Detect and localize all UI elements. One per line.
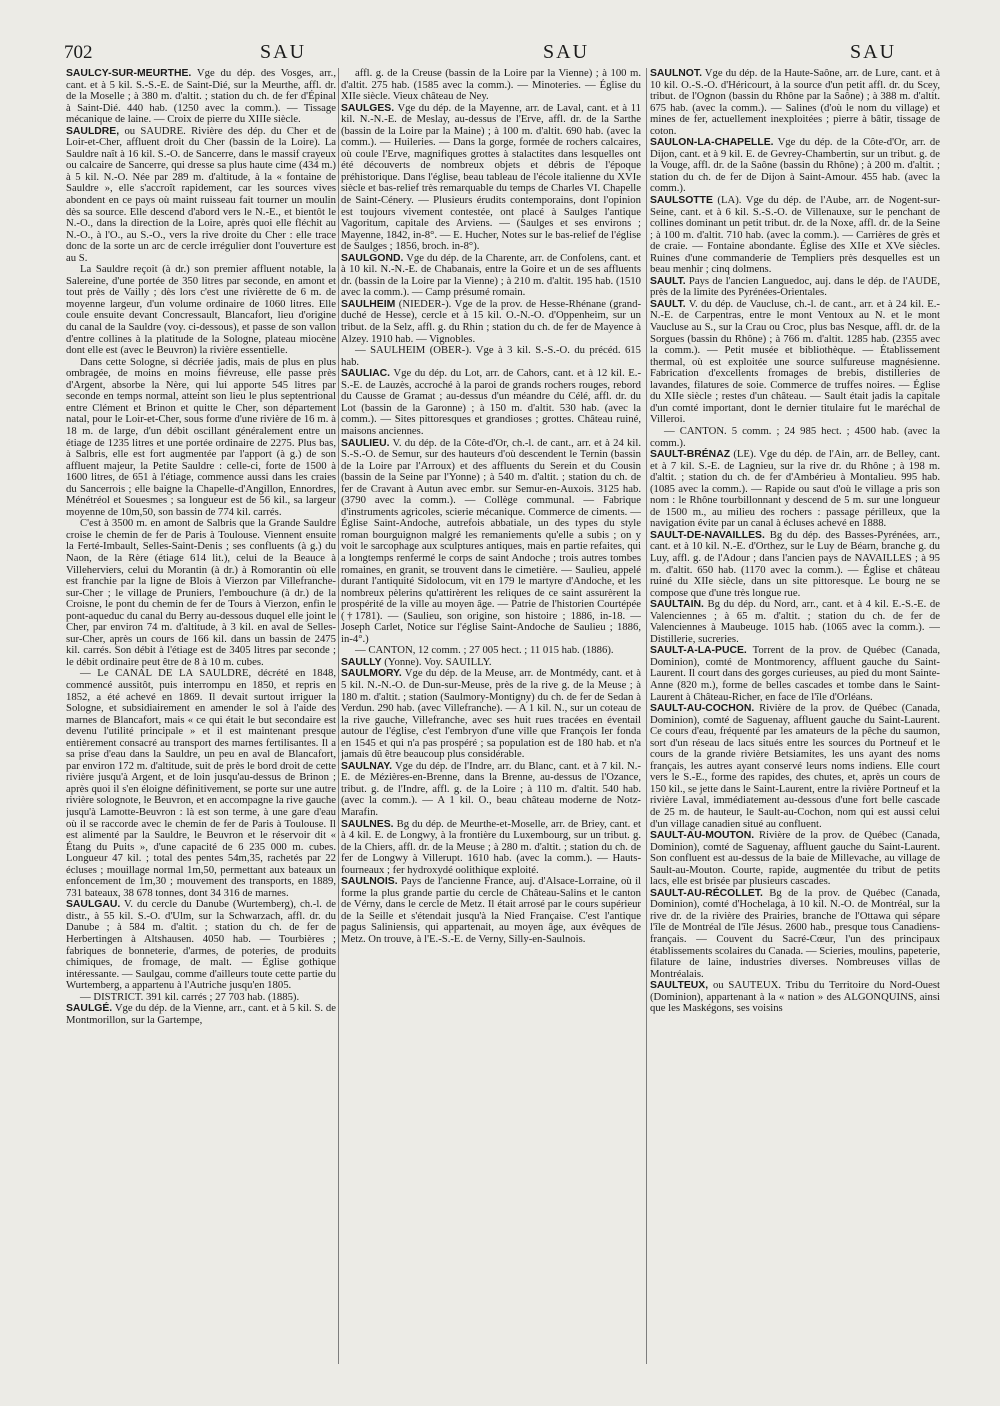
dictionary-entry: [650, 68, 940, 137]
dictionary-entry: [66, 126, 336, 265]
running-head-left: SAU: [260, 41, 307, 63]
entry-text: Bg du dép. des Basses-Pyrénées, arr., cant. et à 10 kil. N.-E. d'Orthez, sur le Luy de Béarn, branche g. du Luy, affl. g. de l'Adour ; dans l'ancien pays de NAVAILLES ; à 95 m. d'altit. 650 hab. (1170 avec la comm.). — Église et château ruiné du XIIe siècle, dans un site pittoresque. Le bourg ne se compose que d'une très longue rue.: [650, 528, 940, 599]
entry-headword: SAULIEU.: [341, 437, 390, 449]
entry-text: Dans cette Sologne, si décriée jadis, mais de plus en plus ombragée, de moins en moins fiévreuse, elle passe près d'Argent, absorbe la Nère, qui lui apporte 545 litres par seconde en temps normal, atteint son lieu le plus septentrional entre Clément et Brinon et quitte le Cher, son département natal, pour le Loir-et-Cher, sous forme d'une rivière de 16 m. à 18 m. de large, d'un débit oscillant généralement entre un étiage de 1235 litres et une portée ordinaire de 2275. Plus bas, à Salbris, elle est fort augmentée par l'apport (à g.) de son affluent majeur, la Petite Sauldre : celle-ci, forte de 1500 à 1600 litres, de 651 à l'étiage, commence aussi dans les craies du Sancerrois ; elle baigne la Chapelle-d'Angillon, Ennordres, Ménétréol et Souesmes ; sa longueur est de 56 kil., sa largeur moyenne de 10m,50, son bassin de 774 kil. carrés.: [66, 355, 336, 518]
entry-headword: SAULT-AU-MOUTON.: [650, 830, 755, 842]
entry-headword: SAULGÉ.: [66, 1003, 113, 1015]
entry-text: — SAULHEIM (OBER-). Vge à 3 kil. S.-S.-O. du précéd. 615 hab.: [341, 344, 641, 368]
entry-headword: SAULIAC.: [341, 368, 391, 380]
dictionary-entry: [341, 438, 641, 646]
entry-headword: SAULNOT.: [650, 68, 702, 79]
dictionary-entry: [650, 449, 940, 530]
dictionary-entry: [66, 668, 336, 899]
column-left: [66, 68, 336, 1368]
entry-text: Vge du dép. de la Charente, arr. de Confolens, cant. et à 10 kil. N.-N.-E. de Chabanais, entre la Goire et un de ses affluents dr. (bassin de la Loire par la Vienne) ; à 210 m. d'altit. 195 hab. (1510 avec la comm.). — Camp présumé romain.: [341, 251, 641, 299]
entry-text: Vge du dép. de la Vienne, arr., cant. et à 5 kil. S. de Montmorillon, sur la Gartempe,: [66, 1002, 336, 1026]
entry-text: — CANTON. 5 comm. ; 24 985 hect. ; 4500 hab. (avec la comm.).: [650, 424, 940, 449]
entry-text: Bg du dép. du Nord, arr., cant. et à 4 kil. E.-S.-E. de Valenciennes ; à 65 m. d'altit. ; station du ch. de fer de Valenciennes à Maubeuge. 1015 hab. (1065 avec la comm.). — Distillerie, sucreries.: [650, 598, 940, 645]
running-head-center: SAU: [543, 41, 590, 63]
dictionary-entry: [650, 426, 940, 449]
entry-text: La Sauldre reçoit (à dr.) son premier affluent notable, la Salereine, d'une portée de 350 litres par seconde, en amont et tout près de Vailly ; dès lors c'est une rivièrette de 6 m. de moyenne largeur, d'un volume ordinaire de 1060 litres. Elle coule ensuite devant Concressault, Blancafort, lieu d'origine du canal de la Sauldre (voy. ci-dessous), et passe de son vallon d'entre collines à la platitude de la Sologne, plateau miocène dont elle est (avec le Beuvron) la rivière essentielle.: [66, 263, 336, 357]
dictionary-entry: [650, 530, 940, 599]
dictionary-entry: [66, 357, 336, 519]
entry-headword: SAULON-LA-CHAPELLE.: [650, 137, 774, 149]
entry-headword: SAULDRE,: [66, 125, 120, 137]
entry-headword: SAULHEIM: [341, 298, 396, 310]
entry-headword: SAULTAIN.: [650, 599, 704, 611]
dictionary-entry: [341, 668, 641, 760]
entry-text: affl. g. de la Creuse (bassin de la Loire par la Vienne) ; à 100 m. d'altit. 275 hab. (1585 avec la comm.). — Minoteries. — Église du XIIe siècle. Vieux château de Ney.: [341, 68, 641, 103]
entry-headword: SAULT-DE-NAVAILLES.: [650, 529, 765, 541]
entry-headword: SAULCY-SUR-MEURTHE.: [66, 68, 192, 79]
entry-text: Rivière de la prov. de Québec (Canada, Dominion), comté de Saguenay, affluent gauche du Saint-Laurent. Ce cours d'eau, fréquenté par les amateurs de la pêche du saumon, sort d'un réseau de lacs situés entre les sources du Portneuf et le cours de la grande rivière Betsiamites, les uns ayant des noms français, les autres ayant conservé leurs noms indiens. Elle court vers le S.-E., forme des rapides, des chutes, et, après un cours de 150 kil., se jette dans le Saint-Laurent, entre la rivière Portneuf et la rivière Laval, immédiatement au-dessous d'une fort belle cascade de 25 m. de hauteur, le Sault-au-Cochon, nom qui est aussi celui d'un village canadien situé au confluent.: [650, 702, 940, 830]
dictionary-entry: [341, 68, 641, 103]
entry-text: Pays de l'ancien Languedoc, auj. dans le dép. de l'AUDE, près de la limite des Pyrénées-Orientales.: [650, 274, 940, 299]
dictionary-entry: [341, 368, 641, 437]
entry-headword: SAULMORY.: [341, 668, 402, 680]
dictionary-entry: [341, 761, 641, 819]
dictionary-entry: [650, 299, 940, 426]
entry-text: Torrent de la prov. de Québec (Canada, Dominion), comté de Montmorency, affluent gauche du Saint-Laurent. Il court dans des gorges curieuses, au pied du mont Sainte-Anne (820 m.), forme de belles cascades et tombe dans le Saint-Laurent à Château-Richer, en face de l'île d'Orléans.: [650, 644, 940, 703]
dictionary-entry: [341, 345, 641, 368]
entry-text: (NIEDER-). Vge de la prov. de Hesse-Rhénane (grand-duché de Hesse), cercle et à 15 kil. O.-N.-O. d'Oppenheim, sur un tribut. de la Selz, affl. g. du Rhin ; station du ch. de fer de Mayence à Alzey. 1910 hab. — Vignobles.: [341, 297, 641, 345]
dictionary-entry: [650, 599, 940, 645]
entry-headword: SAULNES.: [341, 818, 394, 830]
entry-headword: SAULGOND.: [341, 252, 404, 264]
entry-text: Vge du dép. de la Meuse, arr. de Montmédy, cant. et à 5 kil. N.-N.-O. de Dun-sur-Meuse, près de la rive g. de la Meuse ; à 180 m. d'altit. ; station (Saulmory-Montigny) du ch. de fer de Sedan à Verdun. 290 hab. (avec Villefranche). — A 1 kil. N., sur un coteau de la rive gauche, Villefranche, avec ses huit rues tracées en éventail autour de l'église, c'est l'embryon d'une ville que François Ier fonda en 1545 et qui n'a pas prospéré ; sa population est de 180 hab. et n'a jamais dû être beaucoup plus considérable.: [341, 667, 641, 761]
dictionary-entry: [650, 195, 940, 276]
entry-text: Vge du dép. de la Haute-Saône, arr. de Lure, cant. et à 10 kil. O.-S.-O. d'Héricourt, à la source d'un petit affl. dr. du Scey, tribut. de l'Ognon (bassin du Rhône par la Saône) ; à 388 m. d'altit. 675 hab. (avec la comm.). — Salines (d'où le nom du village) et mines de fer, actuellement inexploitées ; pierre à bâtir, tissage de coton.: [650, 68, 940, 137]
entry-headword: SAULSOTTE: [650, 195, 713, 207]
column-rule-1: [338, 68, 339, 1364]
entry-text: Vge du dép. de la Côte-d'Or, arr. de Dijon, cant. et à 9 kil. E. de Gevrey-Chambertin, sur un tribut. g. de la Vouge, affl. dr. de la Saône (bassin du Rhône) ; à 200 m. d'altit. ; station du ch. de fer de Dijon à Saint-Amour. 455 hab. (avec la comm.).: [650, 136, 940, 195]
entry-text: (Yonne). Voy. SAUILLY.: [384, 655, 492, 668]
entry-headword: SAULTEUX,: [650, 980, 709, 992]
entry-text: V. du cercle du Danube (Wurtemberg), ch.-l. de distr., à 55 kil. S.-O. d'Ulm, sur la Schwarzach, affl. dr. du Danube ; à 584 m. d'altit. ; station du ch. de fer de Herbertingen à Altshausen. 4050 hab. — Tourbières ; fabriques de bonneterie, d'armes, de poteries, de produits chimiques, de fromage, de malt. — Église gothique intéressante. — Saulgau, comme d'ailleurs toute cette partie du Wurtemberg, a appartenu à l'Autriche jusqu'en 1805.: [66, 898, 336, 992]
entry-headword: SAULT.: [650, 298, 686, 310]
dictionary-entry: [341, 876, 641, 945]
entry-headword: SAULT-AU-RÉCOLLET.: [650, 887, 763, 899]
entry-headword: SAULGAU.: [66, 899, 121, 911]
dictionary-entry: [66, 518, 336, 668]
entry-text: Bg du dép. de Meurthe-et-Moselle, arr. de Briey, cant. et à 4 kil. E. de Longwy, à la frontière du Luxembourg, sur un tribut. g. de la Chiers, affl. dr. de la Meuse ; à 280 m. d'altit. ; station du ch. de fer de Longwy à Villerupt. 1610 hab. (avec la comm.). — Hauts-fourneaux ; fer hydroxydé oolithique exploité.: [341, 817, 641, 876]
entry-headword: SAULT-AU-COCHON.: [650, 703, 755, 715]
dictionary-entry: [650, 830, 940, 888]
entry-text: ou SAUDRE. Rivière des dép. du Cher et de Loir-et-Cher, affluent droit du Cher (bassin de la Loire). La Sauldre naît à 16 kil. S.-O. de Sancerre, dans le massif crayeux ou calcaire de Sancerre, qui dresse sa plus haute cime (434 m.) à 5 kil. N.-O. Née par 289 m. d'altitude, à la « fontaine de Sauldre », elle s'accroît rapidement, car les sources vives abondent en ce pays où maint ruisseau fait tourner un moulin dès sa source. Elle descend d'abord vers le N.-E., et bientôt le N.-O., dans la direction de la Loire, après quoi elle fléchit au N.-O., à l'O., au S.-O., vers la rive droite du Cher : elle trace donc de la sorte un arc de cercle irrégulier dont l'ouverture est au S.: [66, 124, 336, 264]
dictionary-entry: [650, 276, 940, 299]
dictionary-entry: [341, 253, 641, 299]
entry-text: Bg de la prov. de Québec (Canada, Dominion), comté d'Hochelaga, à 10 kil. N.-O. de Montréal, sur la rive dr. de la rivière des Prairies, branche de l'Ottawa qui sépare l'île de Montréal de l'île Jésus. 2600 hab., presque tous Canadiens-français. — Couvent du Sacré-Cœur, l'un des principaux établissements scolaires du Canada. — Scieries, moulins, papeterie, filature de laine, industries diverses. Nombreuses villas de Montréalais.: [650, 886, 940, 980]
entry-text: — DISTRICT. 391 kil. carrés ; 27 703 hab. (1885).: [80, 990, 300, 1003]
page-header: [60, 34, 940, 64]
entry-headword: SAULT.: [650, 275, 686, 287]
dictionary-entry: [650, 980, 940, 1015]
entry-headword: SAULLY: [341, 656, 382, 668]
entry-text: V. du dép. de Vaucluse, ch.-l. de cant., arr. et à 24 kil. E.-N.-E. de Carpentras, entre le mont Ventoux au N. et le mont Vaucluse au S., sur la Crau ou Croc, plus bas Nesque, affl. dr. de la Sorgues (bassin du Rhône) ; à 766 m. d'altit. 1285 hab. (2355 avec la comm.). — Petit musée et bibliothèque. — Établissement thermal, où est exploitée une source sulfureuse magnésienne. Fabrication d'excellents fromages de brebis, distilleries de lavandes, filatures de soie. Commerce de truffes noires. — Église du XIIe siècle ; restes d'un château. — Sault était jadis la capitale d'un comté important, dont le dernier titulaire fut le maréchal de Villeroi.: [650, 297, 940, 426]
entry-text: (LE). Vge du dép. de l'Ain, arr. de Belley, cant. et à 7 kil. S.-E. de Lagnieu, sur la rive dr. du Rhône ; à 198 m. d'altit. ; station du ch. de fer d'Ambérieu à Montalieu. 995 hab. (1085 avec la comm.). — Rapide ou saut d'où le village a pris son nom : le Rhône tourbillonnant y descend de 5 m. sur une longueur de 1500 m., au milieu des rochers : passage périlleux, que la navigation évite par un canal à écluses achevé en 1888.: [650, 448, 940, 530]
entry-text: Vge du dép. du Lot, arr. de Cahors, cant. et à 12 kil. E.-S.-E. de Lauzès, accroché à la paroi de grands rochers rouges, rebord du Causse de Gramat ; au-dessus d'un méandre du Célé, affl. dr. du Lot (bassin de la Garonne) ; à 150 m. d'altit. 530 hab. (avec la comm.). — Sites pittoresques et grandioses ; grottes. Château ruiné, maisons anciennes.: [341, 367, 641, 437]
entry-text: ou SAUTEUX. Tribu du Territoire du Nord-Ouest (Dominion), appartenant à la « nation » des ALGONQUINS, ainsi que les Maskégons, ses voisins: [650, 979, 940, 1015]
entry-text: — CANTON, 12 comm. ; 27 005 hect. ; 11 015 hab. (1886).: [355, 644, 614, 657]
entry-headword: SAULT-A-LA-PUCE.: [650, 645, 747, 657]
column-right: [650, 68, 940, 1368]
entry-text: Vge du dép. de l'Indre, arr. du Blanc, cant. et à 7 kil. N.-E. de Mézières-en-Brenne, dans la Brenne, au-dessus de l'Ozance, tribut. g. de l'Indre, affl. g. de la Loire ; à 110 m. d'altit. 540 hab. (avec la comm.). — A 1 kil. O., beau château moderne de Notz-Marafin.: [341, 759, 641, 818]
dictionary-entry: [66, 68, 336, 126]
entry-text: Rivière de la prov. de Québec (Canada, Dominion), comté de Saguenay, affluent gauche du Saint-Laurent. Son confluent est au-dessus de la baie de Millevache, au village de Sault-au-Mouton. Courte, rapide, augmentée du tribut de petits lacs, elle est brisée par plusieurs cascades.: [650, 829, 940, 888]
entry-text: Vge du dép. des Vosges, arr., cant. et à 5 kil. S.-S.-E. de Saint-Dié, sur la Meurthe, affl. dr. de la Moselle ; à 380 m. d'altit. ; station du ch. de fer d'Épinal à Saint-Dié. 440 hab. (1250 avec la comm.). — Tissage mécanique de laine. — Croix de pierre du XIIIe siècle.: [66, 68, 336, 126]
entry-headword: SAULNOIS.: [341, 876, 398, 888]
dictionary-entry: [341, 299, 641, 345]
dictionary-entry: [650, 645, 940, 703]
entry-text: — Le CANAL DE LA SAULDRE, décrété en 1848, commencé aussitôt, puis interrompu en 1850, et repris en 1852, a été achevé en 1869. Il devait surtout irriguer la Sologne, et subsidiairement en amender le sol à l'aide des marnes de Blancafort, mais « ce qui était le but secondaire est devenu l'utilité principale » et il est maintenant presque entièrement consacré au transport des marnes fertilisantes. Il a sa prise d'eau dans la Sauldre, un peu en aval de Blancafort, par environ 172 m. d'altitude, suit de près le bord droit de cette rivière jusqu'à Argent, et de loin jusqu'au-dessus de Brinon ; après quoi il s'en éloigne définitivement, se porte sur une autre rivière solognote, le Beuvron, et en accompagne la rive gauche jusqu'à Lamotte-Beuvron : là est son terme, à une gare d'eau où il se raccorde avec le chemin de fer de Paris à Toulouse. Il est alimenté par la Sauldre, le Beuvron et le réservoir dit « Étang du Puits », d'une capacité de 6 235 000 m. cubes. Longueur 47 kil. ; total des pentes 54m,35, rachetés par 22 écluses ; mouillage normal 1m,50, permettant aux bateaux un enfoncement de 1m,30 ; mouvement des transports, en 1889, 731 bateaux, 38 678 tonnes, dont 34 316 de marnes.: [66, 667, 336, 899]
dictionary-entry: [650, 137, 940, 195]
running-head-right: SAU: [850, 41, 897, 63]
entry-text: V. du dép. de la Côte-d'Or, ch.-l. de cant., arr. et à 24 kil. S.-S.-O. de Semur, sur des hauteurs d'où descendent le Ternin (bassin de la Loire par l'Arroux) et des affluents du Serein et du Cousin (bassin de la Seine par l'Yonne) ; à 540 m. d'altit. ; station du ch. de fer de Cravant à Autun avec embr. sur Semur-en-Auxois. 3125 hab. (3790 avec la comm.). — Collège communal. — Fabrique d'instruments agricoles, scierie mécanique. Commerce de ciments. — Église Saint-Andoche, autrefois abbatiale, un des types du style roman bourguignon malgré les remaniements qu'elle a subis ; on y voit le sarcophage aux sculptures antiques, mais en partie refaites, qui a longtemps renfermé le corps de saint Andoche ; trois autres tombes romaines, en granit, se trouvent dans le cimetière. — Saulieu, appelé durant l'antiquité Sidolocum, vit en 179 le martyre d'Andoche, et les nombreux pèlerins qu'attirèrent les reliques de ce saint assurèrent la prospérité de la ville au moyen âge. — Patrie de l'historien Courtépée (†1781). — (Saulieu, son origine, son histoire ; 1886, in-18. — Joseph Carlet, Notice sur l'église Saint-Andoche de Saulieu ; 1886, in-4°.): [341, 436, 641, 645]
entry-headword: SAULNAY.: [341, 760, 393, 772]
dictionary-entry: [341, 819, 641, 877]
dictionary-entry: [66, 264, 336, 356]
dictionary-entry: [650, 888, 940, 980]
dictionary-entry: [66, 899, 336, 991]
column-rule-2: [646, 68, 647, 1364]
dictionary-entry: [650, 703, 940, 830]
page-number: 702: [64, 42, 93, 63]
entry-headword: SAULT-BRÉNAZ: [650, 449, 731, 461]
entry-headword: SAULGES.: [341, 102, 395, 114]
entry-text: Pays de l'ancienne France, auj. d'Alsace-Lorraine, où il forme la plus grande partie du cercle de Château-Salins et le canton de Vérny, dans le cercle de Metz. Il était arrosé par le cours supérieur de la Seille et s'étendait jusqu'à la Nied Française. C'est l'antique pagus Saliniensis, qui appartenait, au moyen âge, aux évêques de Metz. On trouve, à l'E.-S.-E. de Verny, Silly-en-Saulnois.: [341, 875, 641, 946]
dictionary-entry: [66, 1003, 336, 1026]
entry-text: (LA). Vge du dép. de l'Aube, arr. de Nogent-sur-Seine, cant. et à 6 kil. S.-S.-O. de Villenauxe, sur le penchant de collines dominant un petit tribut. dr. de la Noxe, affl. dr. de la Seine ; à 100 m. d'altit. 710 hab. (avec la comm.). — Carrières de grès et de craie. — Fontaine abondante. Église des XIIe et XVe siècles. Ruines d'une commanderie de Templiers près desquelles est un beau menhir ; cinq dolmens.: [650, 194, 940, 276]
entry-text: C'est à 3500 m. en amont de Salbris que la Grande Sauldre croise le chemin de fer de Paris à Toulouse. Viennent ensuite la Ferté-Imbault, Selles-Saint-Denis ; ses confluents (à g.) du Naon, de la Rère (étiage 614 lit.), celui de la Beauce à Villeherviers, celui du Morantin (à dr.) à Romorantin où elle est franchie par la ligne de Blois à Vierzon par Villefranche-sur-Cher ; le village de Pruniers, l'embouchure (à dr.) de la Croisne, le pont du chemin de fer de Tours à Vierzon, enfin le pont-aqueduc du canal du Berry au-dessous duquel elle joint le Cher, par environ 74 m. d'altitude, à 3 kil. en aval de Selles-sur-Cher, après un cours de 166 kil. dans un bassin de 2475 kil. carrés. Son débit à l'étiage est de 3405 litres par seconde ; le débit ordinaire peut être de 8 à 10 m. cubes.: [66, 517, 336, 668]
dictionary-entry: [341, 103, 641, 253]
entry-text: Vge du dép. de la Mayenne, arr. de Laval, cant. et à 11 kil. N.-N.-E. de Meslay, au-dessus de l'Erve, affl. dr. de la Sarthe (bassin de la Loire par la Maine) ; à 100 m. d'altit. 690 hab. (avec la comm.). — Huileries. — Dans la gorge, formée de rochers calcaires, où coule l'Erve, magnifiques grottes à stalactites dans lesquelles ont été découverts de nombreux objets et débris de l'époque préhistorique. Dans l'église, beau tableau de l'école italienne du XVIe siècle et bas-relief très remarquable du temps de Charles VI. Chapelle de Saint-Cénery. — Plusieurs érudits contemporains, dont l'opinion est toujours vivement contestée, ont placé à Saulges l'antique Vagoritum, capitale des Arviens. — (Saulges et ses environs ; Mayenne, 1842, in-8°. — E. Hucher, Notes sur le bas-relief de l'église de Saulges ; 1856, broch. in-8°).: [341, 101, 641, 253]
column-center: [341, 68, 641, 1368]
